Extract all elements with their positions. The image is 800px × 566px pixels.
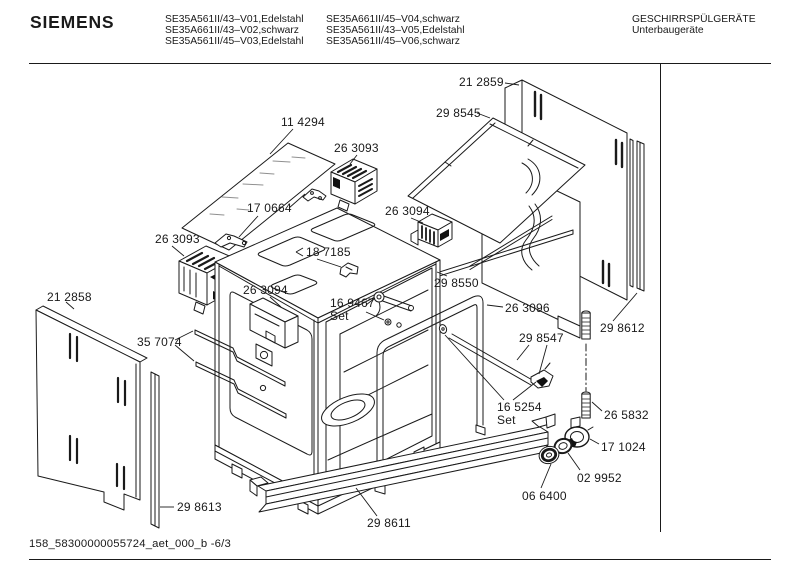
category-subtitle: Unterbaugeräte (632, 24, 704, 36)
part-label-26-5832: 26 5832 (604, 408, 649, 422)
part-label-06-6400: 06 6400 (522, 489, 567, 503)
model-variant: SE35A661II/43–V02,schwarz (165, 24, 299, 36)
leader-line-26-3096 (487, 305, 503, 307)
leader-line-17-1024 (590, 439, 599, 444)
leader-line-17-0664 (289, 194, 305, 208)
leader-line-26-5832 (592, 402, 602, 411)
part-label-29-8550: 29 8550 (434, 276, 479, 290)
part-label-17-1024: 17 1024 (601, 440, 646, 454)
leader-line-29-8545 (477, 113, 490, 118)
part-label-35-7074: 35 7074 (137, 335, 182, 349)
leader-line-02-9952 (568, 453, 580, 470)
leader-line-26-3094-left (270, 297, 281, 307)
leader-line-18-7185 (317, 259, 341, 267)
leader-line-35-7074 (175, 345, 194, 361)
part-label-16-9467: 16 9467 Set (330, 296, 375, 323)
part-label-26-3094-left: 26 3094 (243, 283, 288, 297)
part-label-29-8611: 29 8611 (367, 516, 411, 530)
leader-line-06-6400 (541, 464, 551, 488)
leader-line-21-2858 (66, 302, 74, 309)
part-label-29-8613: 29 8613 (177, 500, 222, 514)
leader-line-17-0664 (239, 216, 258, 237)
part-label-29-8545: 29 8545 (436, 106, 481, 120)
part-label-21-2858: 21 2858 (47, 290, 92, 304)
model-variant: SE35A661II/45–V04,schwarz (326, 14, 460, 25)
siemens-logo: SIEMENS (30, 12, 115, 32)
leader-line-26-3094-right (411, 218, 423, 223)
part-label-17-0664: 17 0664 (247, 201, 292, 215)
model-variant: SE35A561II/43–V05,Edelstahl (326, 24, 465, 36)
leader-line-16-5254 (445, 335, 504, 400)
part-label-29-8612: 29 8612 (600, 321, 645, 335)
leader-line-16-9467 (366, 298, 375, 305)
leader-line-29-8550 (437, 272, 447, 276)
leader-line-29-8612 (613, 293, 637, 321)
part-label-18-7185: 18 7185 (306, 245, 351, 259)
leader-line-21-2859 (505, 83, 519, 85)
leader-line-29-8547 (539, 345, 547, 374)
part-label-26-3096: 26 3096 (505, 301, 550, 315)
category-title: GESCHIRRSPÜLGERÄTE (632, 14, 756, 25)
leader-line-26-3093-left (172, 246, 184, 256)
part-label-sub-16-5254: Set (497, 413, 516, 427)
part-label-26-3093-left: 26 3093 (155, 232, 200, 246)
leader-line-18-7185 (296, 248, 303, 252)
leader-line-26-3093-right (350, 155, 357, 164)
part-label-29-8547: 29 8547 (519, 331, 564, 345)
part-label-02-9952: 02 9952 (577, 471, 622, 485)
leader-line-16-9467 (366, 312, 384, 320)
part-label-21-2859: 21 2859 (459, 75, 504, 89)
part-label-26-3094-right: 26 3094 (385, 204, 430, 218)
model-variant: SE35A561II/45–V03,Edelstahl (165, 35, 304, 47)
document-reference: 158_58300000055724_aet_000_b -6/3 (29, 538, 231, 550)
leader-line-16-5254 (513, 382, 536, 400)
leader-line-29-8547 (517, 345, 529, 360)
part-label-26-3093-right: 26 3093 (334, 141, 379, 155)
model-variant: SE35A561II/45–V06,schwarz (326, 35, 460, 47)
leader-line-11-4294 (270, 129, 293, 154)
part-label-16-5254: 16 5254 Set (497, 400, 542, 427)
leader-line-18-7185 (296, 252, 303, 256)
model-variant: SE35A561II/43–V01,Edelstahl (165, 14, 304, 25)
leader-line-35-7074 (175, 331, 193, 340)
part-label-sub-16-9467: Set (330, 309, 349, 323)
part-label-11-4294: 11 4294 (281, 115, 325, 129)
leader-line-29-8611 (356, 488, 377, 516)
